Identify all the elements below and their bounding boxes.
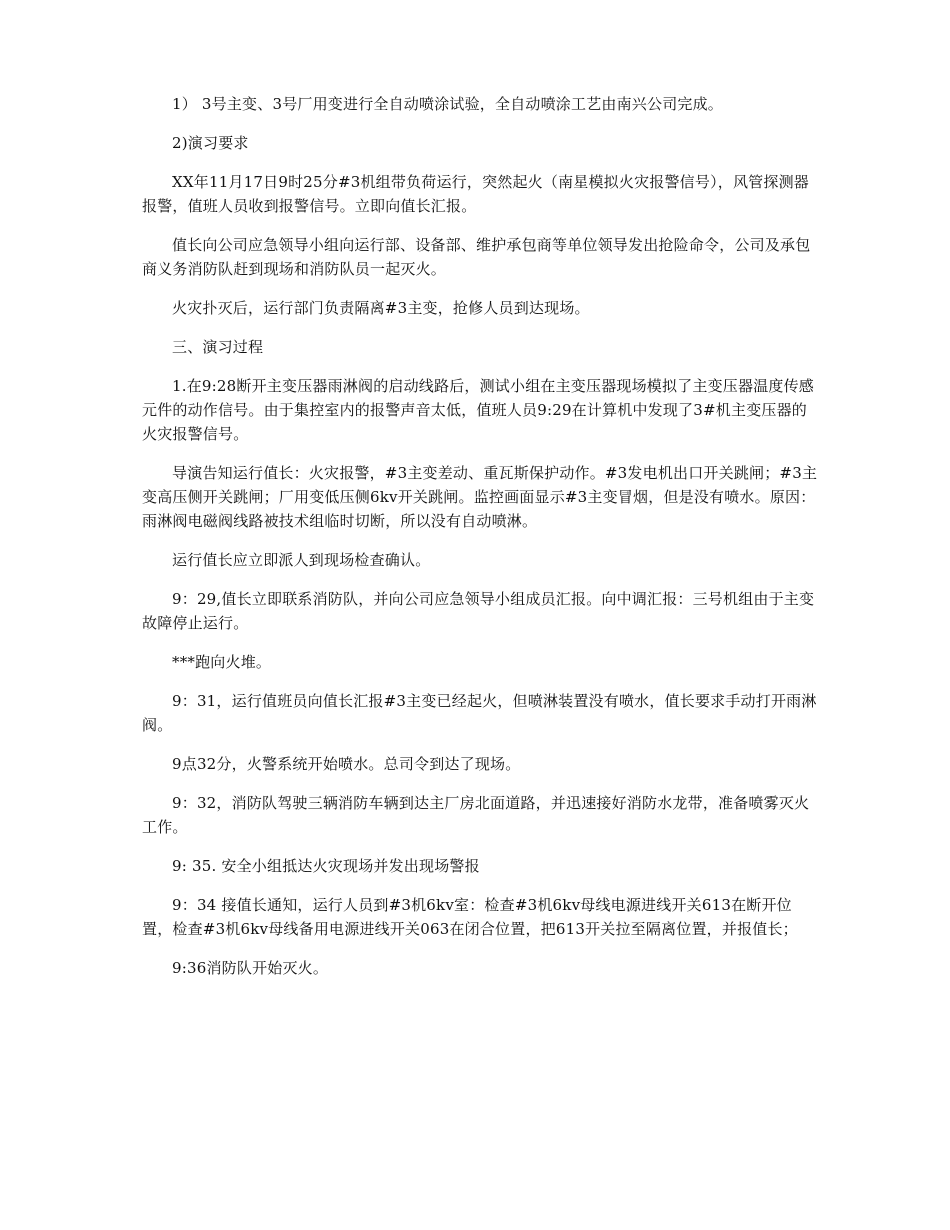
paragraph-14: 9：32，消防队驾驶三辆消防车辆到达主厂房北面道路，并迅速接好消防水龙带，准备喷雾灭火工作。 (142, 794, 810, 836)
paragraph-11: ***跑向火堆。 (172, 653, 272, 671)
section-heading: 三、演习过程 (172, 338, 264, 356)
paragraph-5: 火灾扑灭后，运行部门负责隔离#3主变，抢修人员到达现场。 (172, 299, 590, 317)
paragraph-16: 9：34 接值长通知，运行人员到#3机6kv室：检查#3机6kv母线电源进线开关613在断开位置，检查#3机6kv母线备用电源进线开关063在闭合位置，把613开关拉至隔离位置，并报值长； (142, 896, 798, 938)
paragraph-15: 9: 35. 安全小组抵达火灾现场并发出现场警报 (172, 857, 480, 875)
paragraph-7: 1.在9:28断开主变压器雨淋阀的启动线路后，测试小组在主变压器现场模拟了主变压器温度传感元件的动作信号。由于集控室内的报警声音太低，值班人员9:29在计算机中发现了3#机主变压器的火灾报警信号。 (142, 377, 814, 443)
paragraph-3: XX年11月17日9时25分#3机组带负荷运行，突然起火（南星模拟火灾报警信号），风管探测器报警，值班人员收到报警信号。立即向值长汇报。 (142, 173, 809, 215)
paragraph-2: 2)演习要求 (172, 134, 249, 152)
paragraph-17: 9:36消防队开始灭火。 (172, 959, 329, 977)
paragraph-4: 值长向公司应急领导小组向运行部、设备部、维护承包商等单位领导发出抢险命令，公司及承包商义务消防队赶到现场和消防队员一起灭火。 (142, 236, 811, 278)
paragraph-10: 9：29,值长立即联系消防队，并向公司应急领导小组成员汇报。向中调汇报：三号机组由于主变故障停止运行。 (142, 590, 815, 632)
paragraph-8: 导演告知运行值长：火灾报警，#3主变差动、重瓦斯保护动作。#3发电机出口开关跳闸；#3主变高压侧开关跳闸；厂用变低压侧6kv开关跳闸。监控画面显示#3主变冒烟，但是没有喷水。原因：雨淋阀电磁阀线路被技术组临时切断，所以没有自动喷淋。 (142, 464, 818, 530)
paragraph-9: 运行值长应立即派人到现场检查确认。 (172, 551, 431, 569)
document-body (142, 92, 822, 995)
paragraph-13: 9点32分，火警系统开始喷水。总司令到达了现场。 (172, 755, 521, 773)
paragraph-12: 9：31，运行值班员向值长汇报#3主变已经起火，但喷淋装置没有喷水，值长要求手动打开雨淋阀。 (142, 692, 817, 734)
paragraph-1: 1） 3号主变、3号厂用变进行全自动喷涂试验，全自动喷涂工艺由南兴公司完成。 (172, 95, 724, 113)
